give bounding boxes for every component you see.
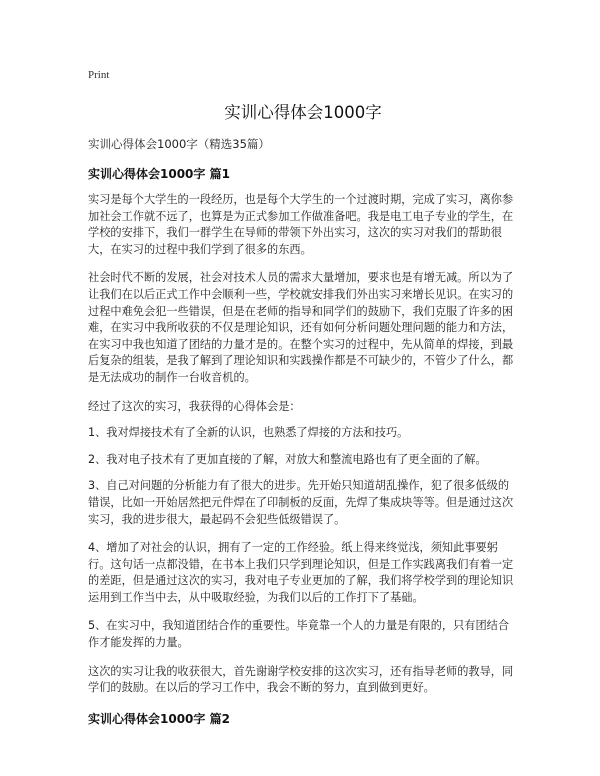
paragraph: 实习是每个大学生的一段经历，也是每个大学生的一个过渡时期，完成了实习，离你参加社会工作就不远了，也算是为正式参加工作做准备吧。我是电工电子专业的学生，在学校的安排下，我们一群学生在导师的带领下外出实习，这次的实习对我们的帮助很大，在实习的过程中我们学到了很多的东西。 [88,193,514,256]
list-item: 2、我对电子技术有了更加直接的了解，对放大和整流电路也有了更全面的了解。 [88,452,487,466]
list-item: 4、增加了对社会的认识，拥有了一定的工作经验。纸上得来终觉浅，须知此事要躬行。这句话一点都没错，在书本上我们只学到理论知识，但是工作实践离我们有着一定的差距，但是通过这次的实习，我对电子专业更加的了解，我们将学校学到的理论知识运用到工作当中去，从中吸取经验，为我们以后的工作打下了基础。 [88,541,514,604]
list-item: 1、我对焊接技术有了全新的认识，也熟悉了焊接的方法和技巧。 [88,426,409,440]
section-heading-1: 实训心得体会1000字 篇1 [88,167,230,181]
print-label[interactable]: Print [88,69,110,81]
list-item: 3、自己对问题的分析能力有了很大的进步。先开始只知道胡乱操作，犯了很多低级的错误，比如一开始居然把元件焊在了印制板的反面，先焊了集成块等等。但是通过这次实习，我的进步很大，最起码不会犯些低级错误了。 [88,479,514,526]
document-page [88,68,518,737]
document-subtitle: 实训心得体会1000字（精选35篇） [88,137,270,151]
section-heading-2: 实训心得体会1000字 篇2 [88,711,230,726]
paragraph: 这次的实习让我的收获很大，首先谢谢学校安排的这次实习，还有指导老师的教导，同学们的鼓励。在以后的学习工作中，我会不断的努力，直到做到更好。 [88,664,514,695]
page-title: 实训心得体会1000字 [224,103,382,122]
paragraph: 经过了这次的实习，我获得的心得体会是： [88,399,301,413]
list-item: 5、在实习中，我知道团结合作的重要性。毕竟靠一个人的力量是有限的，只有团结合作才能发挥的力量。 [88,619,510,650]
paragraph: 社会时代不断的发展，社会对技术人员的需求大量增加，要求也是有增无减。所以为了让我们在以后正式工作中会顺利一些，学校就安排我们外出实习来增长见识。在实习的过程中难免会犯一些错误，但是在老师的指导和同学们的鼓励下，我们克服了许多的困难，在实习中我所收获的不仅是理论知识，还有如何分析问题处理问题的能力和方法，在实习中我也知道了团结的力量才是的。在整个实习的过程中，先从简单的焊接，到最后复杂的组装，是我了解到了理论知识和实践操作都是不可缺少的，不管少了什么，都是无法成功的制作一台收音机的。 [88,271,514,384]
